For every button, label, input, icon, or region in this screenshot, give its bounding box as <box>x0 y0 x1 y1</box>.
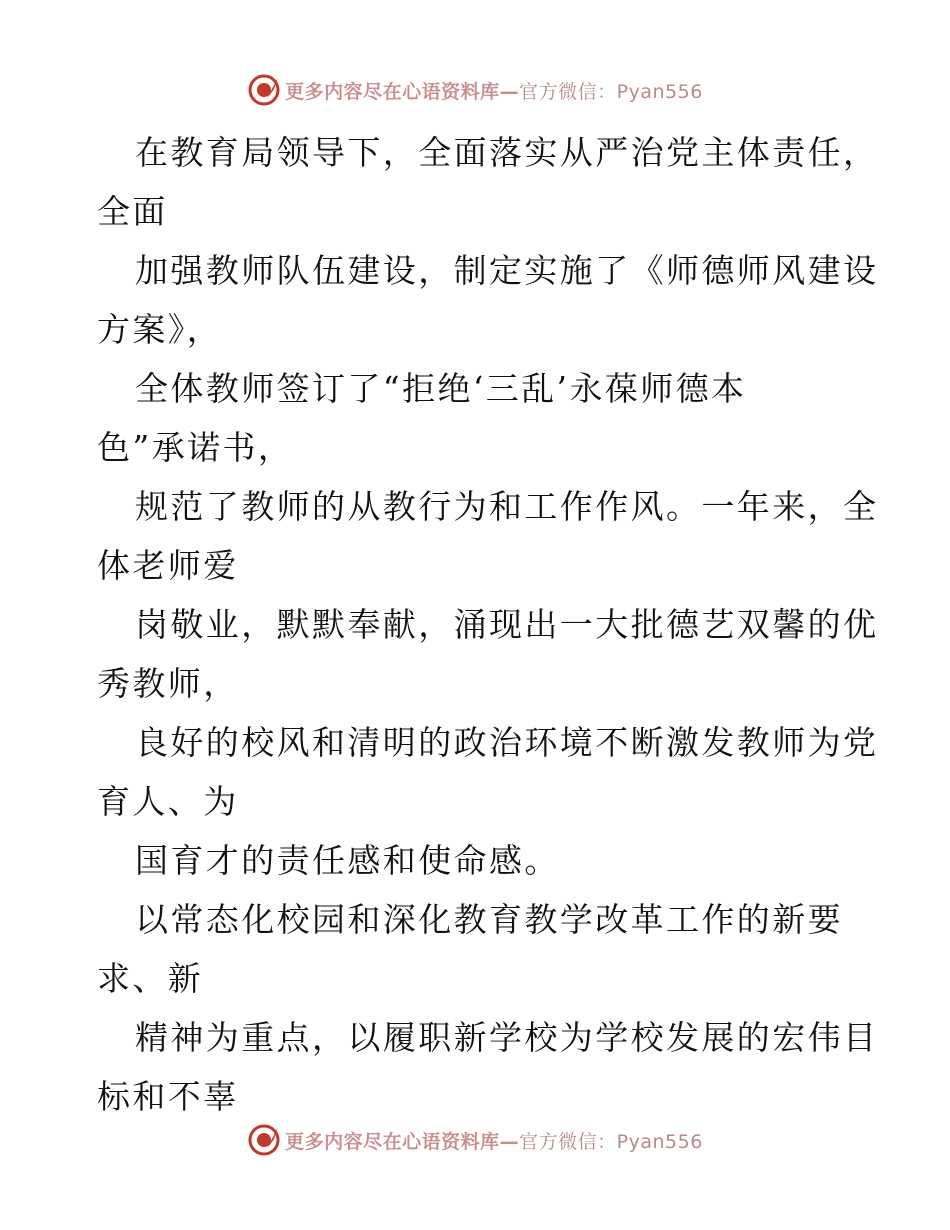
text-line: 求、新 <box>97 959 204 998</box>
footer-watermark <box>0 1120 950 1160</box>
quill-logo-icon <box>247 1123 281 1157</box>
text-line: 全面 <box>97 192 168 231</box>
text-line: 色”承诺书， <box>97 428 294 467</box>
text-line: 在教育局领导下，全面落实从严治党主体责任， <box>135 133 879 172</box>
text-line: 以常态化校园和深化教育教学改革工作的新要 <box>135 900 843 939</box>
text-line: 方案》， <box>97 310 223 349</box>
text-line: 标和不辜 <box>97 1077 239 1116</box>
text-line: 加强教师队伍建设，制定实施了《师德师风建设 <box>135 251 879 290</box>
document-body <box>97 123 879 1126</box>
text-line: 国育才的责任感和使命感。 <box>135 841 560 880</box>
text-line: 秀教师， <box>97 664 239 703</box>
text-line: 良好的校风和清明的政治环境不断激发教师为党 <box>135 723 879 762</box>
quill-logo-icon <box>247 73 281 107</box>
text-line: 规范了教师的从教行为和工作作风。一年来，全 <box>135 487 879 526</box>
text-line: 岗敬业，默默奉献，涌现出一大批德艺双馨的优 <box>135 605 879 644</box>
watermark-text: 更多内容尽在心语资料库—官方微信：Pyan556 <box>285 1130 703 1153</box>
header-watermark <box>0 70 950 110</box>
text-line: 体老师爱 <box>97 546 239 585</box>
watermark-text: 更多内容尽在心语资料库—官方微信：Pyan556 <box>285 80 703 103</box>
text-line: 育人、为 <box>97 782 239 821</box>
text-line: 全体教师签订了“拒绝‘三乱’永葆师德本 <box>135 369 747 408</box>
text-line: 精神为重点，以履职新学校为学校发展的宏伟目 <box>135 1018 879 1057</box>
